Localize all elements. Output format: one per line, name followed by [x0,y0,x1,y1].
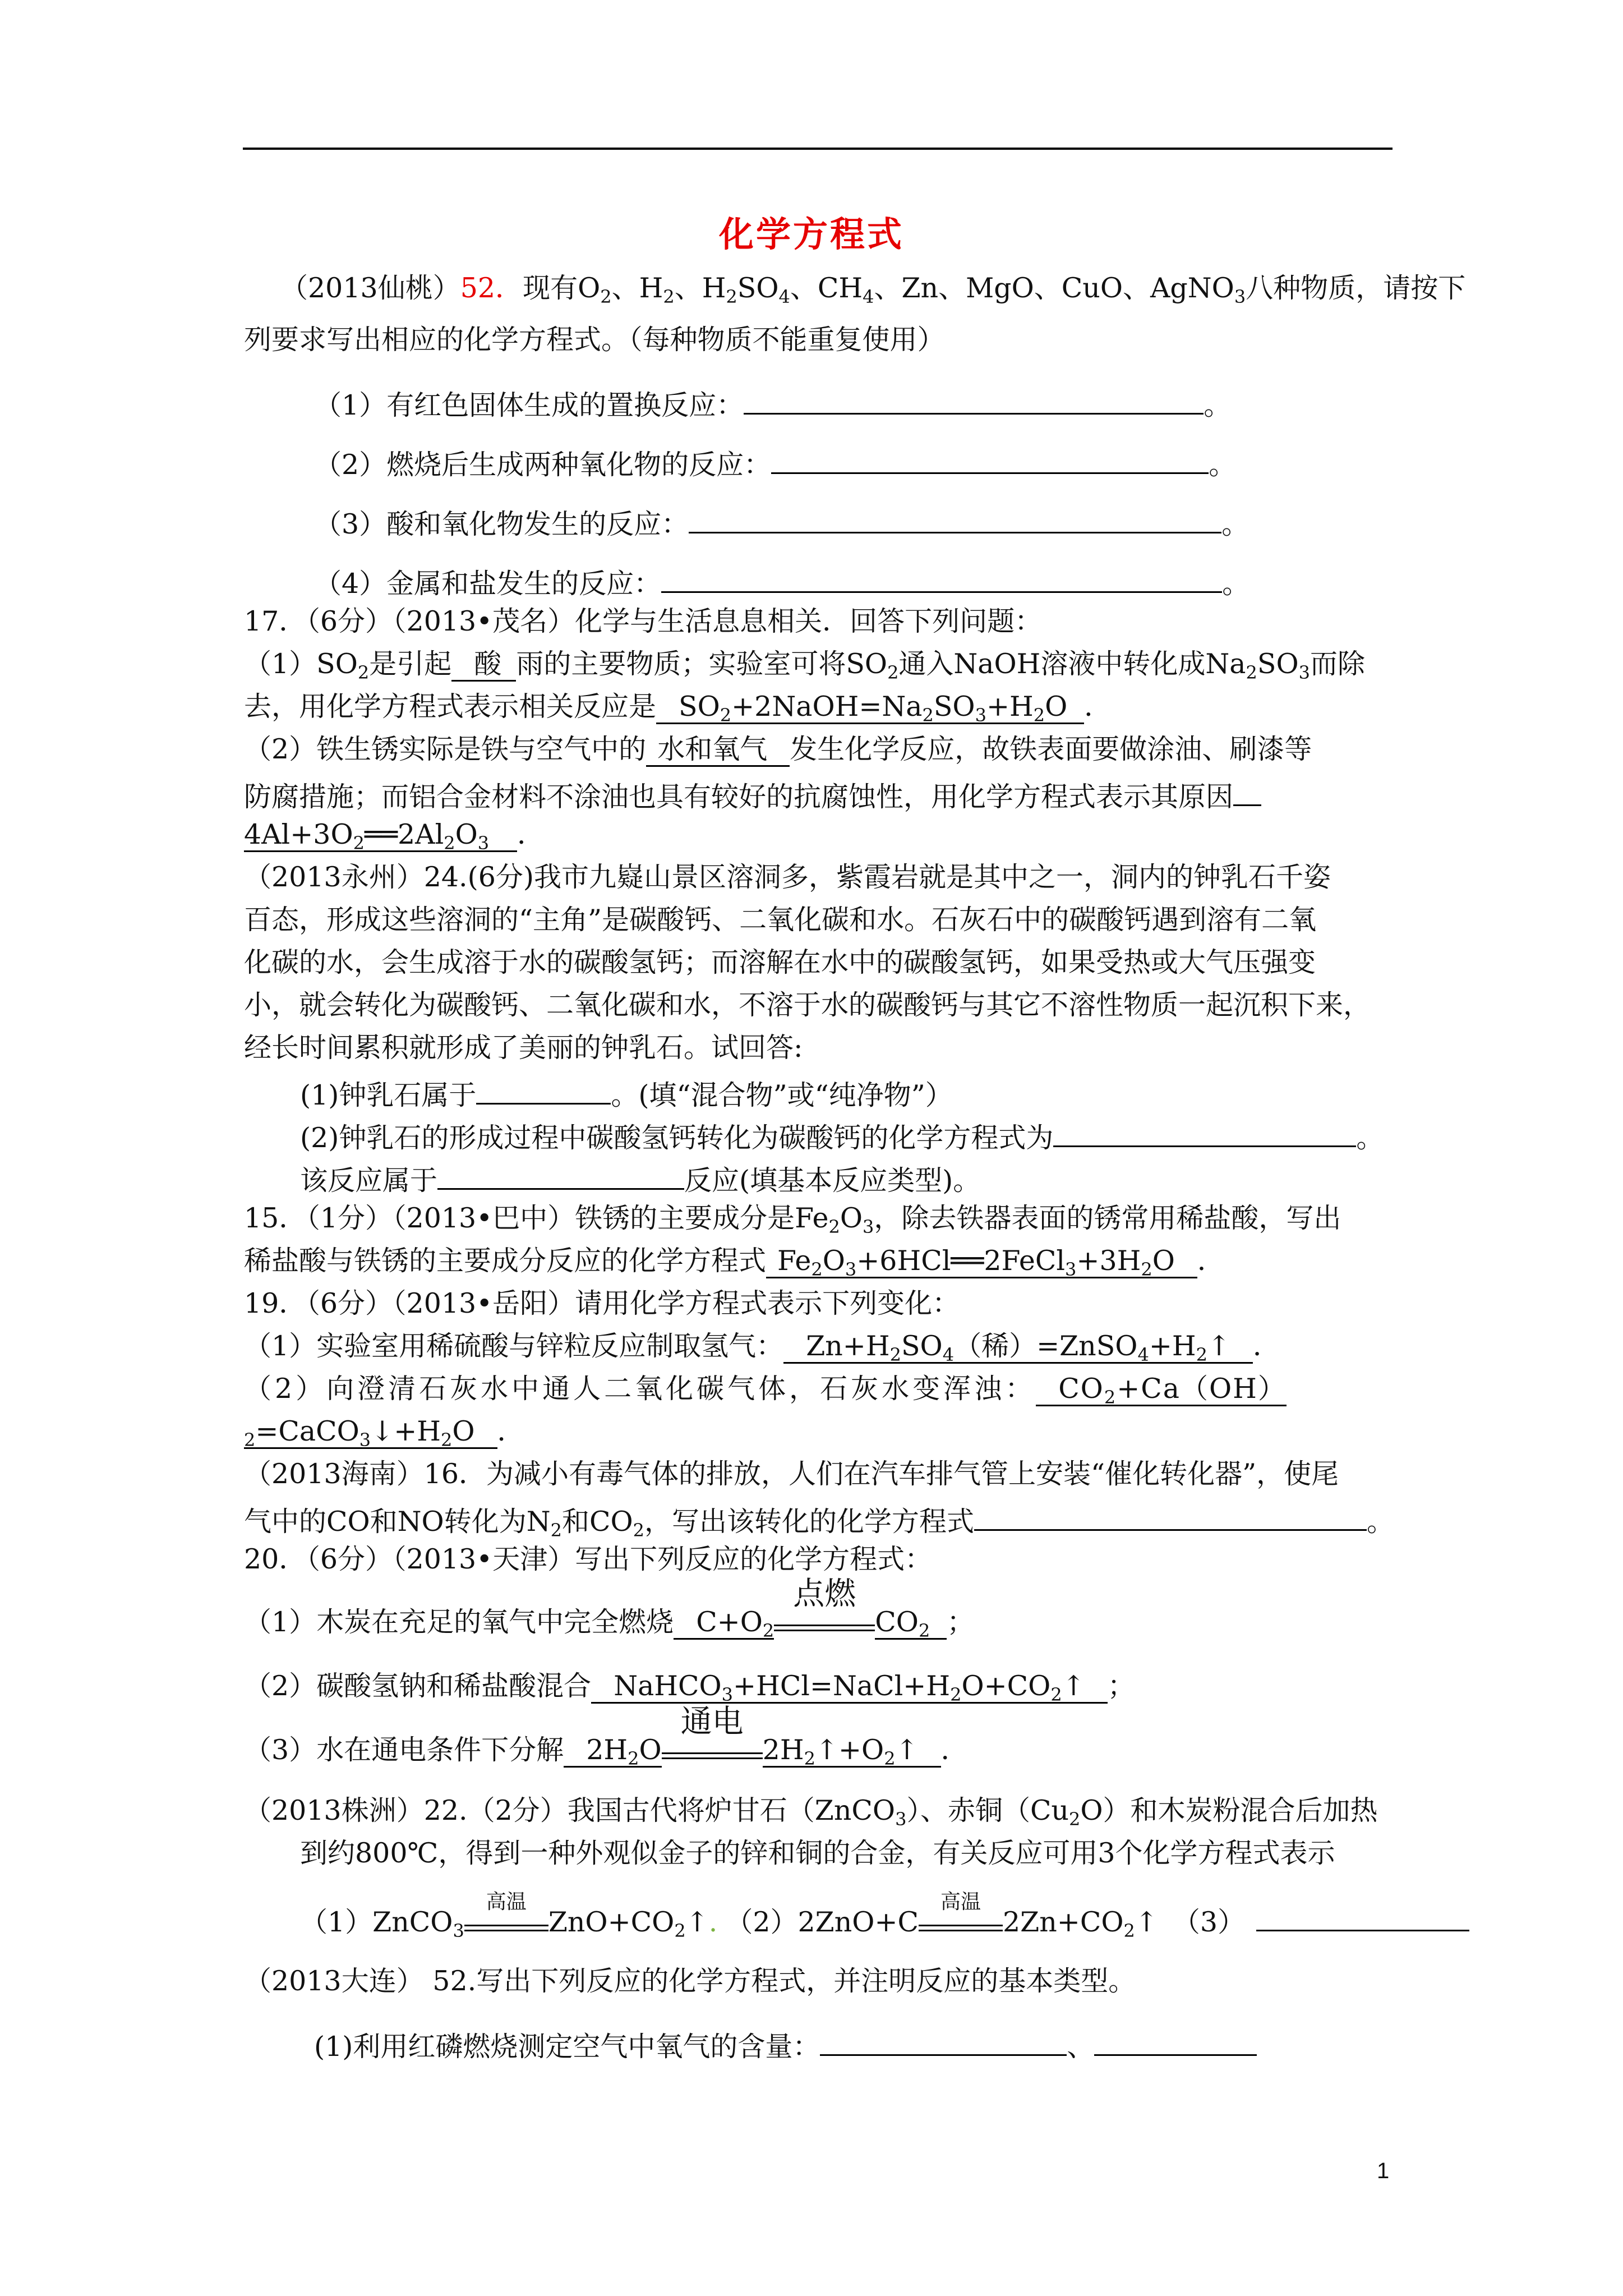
answer-blank [744,384,1204,415]
q19-p1: （1）实验室用稀硫酸与锌粒反应制取氢气： $Zn+H_2SO_4$（稀）$=ZnSO_4+H_2↑$ ． [244,1330,1281,1365]
q17-p1: $(1)SO_2$是引起 酸 雨的主要物质；实验室可将$SO_2$通入NaOH溶液中转化成$Na_2SO_3$而除 [244,648,1365,683]
q15-line2: 稀盐酸与铁锈的主要成分反应的化学方程式 $Fe_2O_3+6HCl══2FeCl_3+3H_2O$ ． [244,1245,1225,1280]
q17-head: 17．（6分）（2013•茂名）化学与生活息息相关．回答下列问题： [244,605,1043,637]
q24-sub3: 该反应属于 反应(填基本反应类型)。 [300,1159,980,1198]
q24-sub2: (2)钟乳石的形成过程中碳酸氢钙转化为碳酸钙的化学方程式为 。 [300,1116,1384,1155]
q20-p2: （2）碳酸氢钠和稀盐酸混合 $NaHCO_3+HCl=NaCl+H_2O+CO_2↑$ ； [244,1670,1135,1705]
reaction-condition: 高温 [464,1908,548,1931]
q19-p2-answer-part1: $CO_2+Ca(OH)$ [1036,1373,1287,1406]
q19-p1-answer: $Zn+H_2SO_4$（稀）$=ZnSO_4+H_2↑$ [783,1331,1253,1364]
q1-intro-line: （2013仙桃）52．现有$O_2$、$H_2$、$H_2SO_4$、$CH_4$、Zn、MgO、CuO、AgNO$_3$八种物质，请按下 [280,272,1466,307]
answer-blank [689,503,1221,533]
q19-p2: （2）向澄清石灰水中通人二氧化碳气体，石灰水变浑浊： $CO_2+Ca(OH)$ [244,1373,1287,1408]
q24-line2: 百态，形成这些溶洞的“主角”是碳酸钙、二氧化碳和水。石灰石中的碳酸钙遇到溶有二氧 [244,904,1317,936]
q1-item-3: （3）酸和氧化物发生的反应： 。 [314,503,1249,541]
q16-line1: （2013海南）16．为减小有毒气体的排放，人们在汽车排气管上安装“催化转化器”，使尾 [244,1458,1339,1490]
q20-p3: （3）水在通电条件下分解 $2H_2O$ 通电 $2H_2↑+O_2↑$ ． [244,1704,969,1769]
q24-line3: 化碳的水，会生成溶于水的碳酸氢钙；而溶解在水中的碳酸氢钙，如果受热或大气压强变 [244,946,1316,978]
q1-item-2: （2）燃烧后生成两种氧化物的反应： 。 [314,443,1236,482]
q20-p2-answer: $NaHCO_3+HCl=NaCl+H_2O+CO_2↑$ [591,1671,1108,1704]
q1-item-4: （4）金属和盐发生的反应： 。 [314,562,1249,601]
reaction-condition: 高温 [919,1908,1003,1931]
q17-p2-line2: 防腐措施；而铝合金材料不涂油也具有较好的抗腐蚀性，用化学方程式表示其原因 [244,775,1261,814]
q17-p2-answer: $4Al+3O_2══2Al_2O_3$ [244,819,517,852]
q15-line1: 15．（1分）（2013•巴中）铁锈的主要成分是$Fe_2O_3$，除去铁器表面的锈常用稀盐酸，写出 [244,1202,1341,1237]
page-number: 1 [1377,2159,1390,2183]
q1-line2: 列要求写出相应的化学方程式。（每种物质不能重复使用） [244,324,945,356]
page-title: 化学方程式 [718,214,904,255]
q19-p2-answer-part2: $_2=CaCO_3↓+H_2O$ [244,1416,497,1449]
q17-p2: （2）铁生锈实际是铁与空气中的 水和氧气 发生化学反应，故铁表面要做涂油、刷漆等 [244,733,1312,767]
q52-line1: （2013大连） 52.写出下列反应的化学方程式，并注明反应的基本类型。 [244,1965,1136,1997]
q22-line2: 到约800℃，得到一种外观似金子的锌和铜的合金，有关反应可用3个化学方程式表示 [300,1837,1335,1869]
q24-sub1: (1)钟乳石属于 。(填“混合物”或“纯净物”） [300,1074,953,1112]
q24-line1: （2013永州）24.(6分)我市九嶷山景区溶洞多，紫霞岩就是其中之一，洞内的钟乳石千姿 [244,861,1331,893]
reaction-condition: 点燃 [774,1608,875,1631]
q22-equations: （1）ZnCO$_3$ 高温 $ZnO+CO_2↑$. （2）2ZnO+C 高温 $2Zn+CO_2↑$ （3） [300,1901,1469,1939]
q19-head: 19．（6分）（2013•岳阳）请用化学方程式表示下列变化： [244,1287,960,1319]
answer-blank [771,443,1209,474]
q16-line2: 气中的CO和NO转化为$N_2$和$CO_2$，写出该转化的化学方程式 。 [244,1500,1394,1539]
q22-line1: （2013株洲）22.（2分）我国古代将炉甘石（ZnCO$_3$）、赤铜$(Cu_2O)$和木炭粉混合后加热 [244,1795,1378,1830]
q24-line5: 经长时间累积就形成了美丽的钟乳石。试回答: [244,1032,803,1064]
answer-blank [661,562,1222,593]
q17-p2-answer-line: $4Al+3O_2══2Al_2O_3$ ． [244,818,545,854]
q24-line4: 小，就会转化为碳酸钙、二氧化碳和水，不溶于水的碳酸钙与其它不溶性物质一起沉积下来， [244,989,1371,1021]
q1-number: 52． [460,272,523,304]
q15-answer: $Fe_2O_3+6HCl══2FeCl_3+3H_2O$ [766,1245,1197,1278]
reaction-condition: 通电 [662,1736,763,1759]
q20-head: 20．（6分）（2013•天津）写出下列反应的化学方程式： [244,1543,933,1575]
q17-p1-line2: 去，用化学方程式表示相关反应是 $SO_2+2NaOH=Na_2SO_3+H_2O$ ． [244,691,1112,726]
q17-p1-answer: $SO_2+2NaOH=Na_2SO_3+H_2O$ [656,691,1084,724]
header-rule [243,148,1393,150]
q20-p1: （1）木炭在充足的氧气中完全燃烧 $C+O_2$ 点燃 $CO_2$ ； [244,1576,975,1641]
q19-p2-line2: $_2=CaCO_3↓+H_2O$ ． [244,1415,525,1451]
q1-item-1: （1）有红色固体生成的置换反应： 。 [314,384,1231,422]
q52-sub1: (1)利用红磷燃烧测定空气中氧气的含量： 、 [314,2025,1257,2064]
